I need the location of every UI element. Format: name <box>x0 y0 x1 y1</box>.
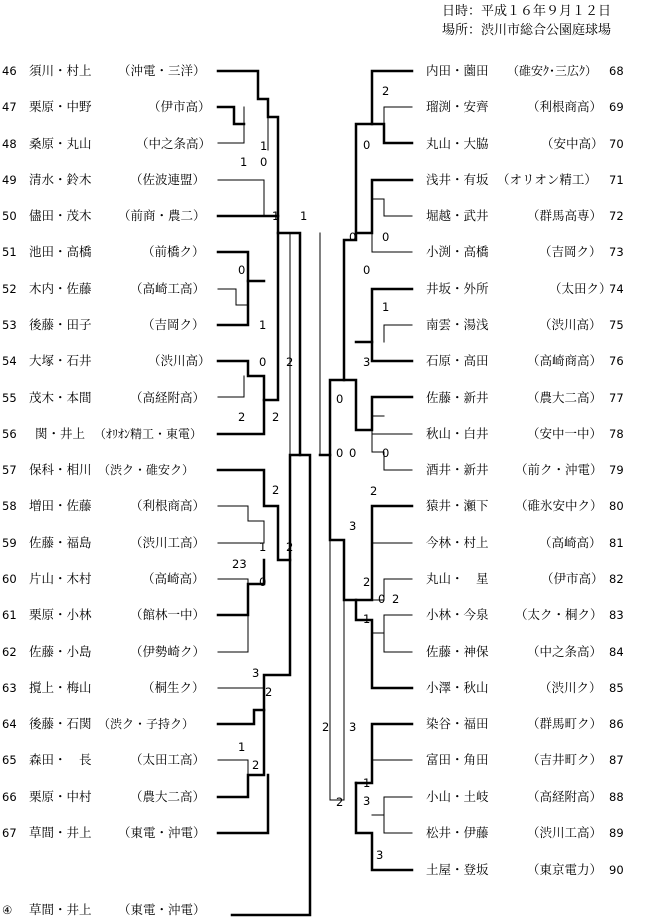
score-label: 2 <box>238 410 246 424</box>
score-label: 2 <box>382 84 390 98</box>
entry-club: （安中高） <box>541 136 604 151</box>
score-label: 3 <box>363 794 371 808</box>
score-label: 0 <box>349 446 357 460</box>
entry-number: 64 <box>2 717 17 731</box>
entry-number: 84 <box>609 645 624 659</box>
bracket-loss-path <box>218 289 248 305</box>
bracket-loss-path <box>372 430 412 470</box>
score-label: 1 <box>259 540 267 554</box>
score-label: 2 <box>286 355 294 369</box>
bracket-loss-path <box>384 633 412 652</box>
entry-names: 栗原・中野 <box>29 99 92 114</box>
bracket-loss-path <box>372 760 412 783</box>
entry-names: 茂木・本間 <box>29 390 92 405</box>
entry-names: 小林・今泉 <box>426 607 489 622</box>
entry-names: 後藤・田子 <box>29 317 92 332</box>
score-label: 0 <box>382 446 390 460</box>
entry-number: 60 <box>2 572 17 586</box>
entry-club: （中之条高） <box>527 644 603 659</box>
entry-club: （太ク・桐ク） <box>515 607 603 622</box>
entry-names: 片山・木村 <box>29 571 92 586</box>
entry-club: （前橋ク） <box>142 244 205 259</box>
bracket-loss-path <box>384 107 412 124</box>
entry-club: （渋ク・子持ク） <box>98 717 195 731</box>
entry-number: 77 <box>609 391 624 405</box>
entry-number: 54 <box>2 354 17 368</box>
entry-names: 小澤・秋山 <box>426 680 489 695</box>
entry-number: 70 <box>609 137 624 151</box>
entry-number: 76 <box>609 354 624 368</box>
bracket-win-path <box>218 775 268 833</box>
bracket-loss-path <box>218 760 248 775</box>
entry-number: 50 <box>2 209 17 223</box>
entry-names: 佐藤・福島 <box>29 535 92 550</box>
entry-number: 67 <box>2 826 17 840</box>
entry-club: （前商・農二） <box>118 208 206 223</box>
entry-club: （渋川高） <box>539 317 602 332</box>
score-label: 2 <box>265 685 273 699</box>
entry-names: 浅井・有坂 <box>426 172 489 187</box>
entry-number: 72 <box>609 209 624 223</box>
score-label: 0 <box>363 263 371 277</box>
entry-number: 89 <box>609 826 624 840</box>
entry-club: （太田工高） <box>130 752 206 767</box>
entry-number: 63 <box>2 681 17 695</box>
entry-club: （渋ク・碓安ク） <box>98 463 195 477</box>
score-label: 2 <box>252 758 260 772</box>
bracket-loss-path <box>218 376 244 397</box>
entry-club: （伊市高） <box>148 99 211 114</box>
score-label: 1 <box>238 740 246 754</box>
bracket-loss-path <box>372 233 412 252</box>
entry-names: 森田・ 長 <box>29 752 92 767</box>
entry-club: （前ク・沖電） <box>515 462 603 477</box>
score-label: 1 <box>272 209 280 223</box>
champion-club: （東電・沖電） <box>118 902 206 917</box>
entry-club: （東電・沖電） <box>118 825 206 840</box>
score-label: 3 <box>349 519 357 533</box>
entry-number: 85 <box>609 681 624 695</box>
entry-number: 68 <box>609 64 624 78</box>
entry-club: （渋川ク） <box>539 680 602 695</box>
entry-club: （利根商高） <box>130 498 206 513</box>
entry-names: 瑠渕・安齊 <box>426 99 489 114</box>
entry-number: 46 <box>2 64 17 78</box>
entry-club: （高経附高） <box>130 390 206 405</box>
entry-club: （高崎商高） <box>527 353 603 368</box>
score-label: 3 <box>376 848 384 862</box>
entry-names: 堀越・武井 <box>426 208 489 223</box>
entry-number: 82 <box>609 572 624 586</box>
bracket-loss-path <box>384 815 412 833</box>
entry-number: 88 <box>609 790 624 804</box>
entry-number: 87 <box>609 753 624 767</box>
champion-seed: ④ <box>2 903 13 917</box>
entry-names: 清水・鈴木 <box>29 172 92 187</box>
entry-club: （利根商高） <box>527 99 603 114</box>
score-label: 3 <box>349 720 357 734</box>
score-label: 1 <box>363 776 371 790</box>
entry-names: 井坂・外所 <box>426 281 489 296</box>
score-label: 0 <box>382 230 390 244</box>
entry-club: （高崎工高） <box>130 281 206 296</box>
entry-number: 58 <box>2 499 17 513</box>
entry-club: （農大二高） <box>130 789 206 804</box>
score-label: 0 <box>259 355 267 369</box>
bracket-win-path <box>344 380 412 430</box>
score-label: 0 <box>349 230 357 244</box>
entry-number: 74 <box>609 282 624 296</box>
score-label: 2 <box>286 540 294 554</box>
entry-club: （吉岡ク） <box>142 317 205 332</box>
entry-number: 49 <box>2 173 17 187</box>
entry-club: （渋川高） <box>148 353 211 368</box>
entry-club: （吉岡ク） <box>539 244 602 259</box>
entry-names: 小渕・高橋 <box>426 244 489 259</box>
entry-names: 佐藤・神保 <box>426 644 489 659</box>
entry-number: 86 <box>609 717 624 731</box>
entry-names: 佐藤・新井 <box>426 390 489 405</box>
champion-names: 草間・井上 <box>29 902 92 917</box>
entry-names: 染谷・福田 <box>426 716 489 731</box>
entry-number: 73 <box>609 245 624 259</box>
entry-club: （高崎高） <box>539 535 602 550</box>
bracket-win-path <box>218 107 244 124</box>
bracket-loss-path <box>218 579 248 584</box>
entry-names: 今林・村上 <box>426 535 489 550</box>
entry-number: 47 <box>2 100 17 114</box>
score-label: 0 <box>378 592 386 606</box>
entry-names: 関・井上 <box>35 426 86 441</box>
entry-number: 48 <box>2 137 17 151</box>
entry-names: 石原・高田 <box>426 353 489 368</box>
entry-names: 酒井・新井 <box>426 462 489 477</box>
entry-names: 佐藤・小島 <box>29 644 92 659</box>
tournament-date: 日時：平成１６年９月１２日 <box>442 4 612 19</box>
entry-number: 59 <box>2 536 17 550</box>
entry-names: 大塚・石井 <box>29 353 92 368</box>
score-label: 2 <box>370 484 378 498</box>
score-label: 1 <box>240 155 248 169</box>
entry-club: （東京電力） <box>527 862 603 877</box>
score-label: 2 <box>322 720 330 734</box>
bracket-loss-path <box>372 525 412 543</box>
entry-number: 57 <box>2 463 17 477</box>
entry-club: （太田ク） <box>549 281 612 296</box>
score-label: 2 <box>272 410 280 424</box>
entry-club: （吉井町ク） <box>527 752 603 767</box>
entry-number: 79 <box>609 463 624 477</box>
score-label: 23 <box>232 557 247 571</box>
entry-names: 保科・相川 <box>29 462 92 477</box>
entry-club: （中之条高） <box>136 136 212 151</box>
entry-club: （ｵﾘｵﾝ精工・東電） <box>94 427 203 441</box>
entry-club: （オリオン精工） <box>497 172 597 187</box>
entry-club: （高経附高） <box>527 789 603 804</box>
score-label: 0 <box>336 446 344 460</box>
entry-names: 栗原・中村 <box>29 789 92 804</box>
entry-names: 増田・佐藤 <box>29 498 92 513</box>
bracket-win-path <box>330 455 412 600</box>
entry-number: 55 <box>2 391 17 405</box>
bracket-loss-path <box>218 521 264 543</box>
entry-club: （群馬町ク） <box>527 716 603 731</box>
entry-names: 撹上・梅山 <box>29 680 92 695</box>
entry-number: 61 <box>2 608 17 622</box>
entry-names: 儘田・茂木 <box>29 208 92 223</box>
score-label: 2 <box>272 483 280 497</box>
bracket-win-path <box>372 124 412 143</box>
entry-names: 内田・薗田 <box>426 63 489 78</box>
score-label: 2 <box>363 575 371 589</box>
entry-club: （沖電・三洋） <box>118 63 206 78</box>
score-label: 0 <box>259 575 267 589</box>
bracket-loss-path <box>372 199 412 216</box>
entry-names: 猿井・瀬下 <box>426 498 489 513</box>
bracket-loss-path <box>384 325 412 342</box>
bracket-loss-path <box>218 180 264 216</box>
entry-number: 62 <box>2 645 17 659</box>
bracket-loss-path <box>218 506 264 521</box>
score-label: 1 <box>363 612 371 626</box>
entry-number: 80 <box>609 499 624 513</box>
entry-number: 69 <box>609 100 624 114</box>
entry-names: 丸山・ 星 <box>426 571 489 586</box>
entry-names: 富田・角田 <box>426 752 489 767</box>
entry-club: （群馬高専） <box>527 208 603 223</box>
bracket-loss-path <box>372 797 412 815</box>
entry-club: （伊市高） <box>541 571 604 586</box>
bracket-win-path <box>356 724 412 783</box>
entry-number: 90 <box>609 863 624 877</box>
score-label: 0 <box>336 392 344 406</box>
entry-names: 草間・井上 <box>29 825 92 840</box>
entry-number: 65 <box>2 753 17 767</box>
bracket-loss-path <box>372 615 412 633</box>
entry-number: 71 <box>609 173 624 187</box>
score-label: 1 <box>259 318 267 332</box>
entry-names: 丸山・大脇 <box>426 136 489 151</box>
entry-club: （桐生ク） <box>142 680 205 695</box>
entry-names: 南雲・湯浅 <box>426 317 489 332</box>
entry-club: （高崎高） <box>142 571 205 586</box>
entry-club: （館林一中） <box>130 607 206 622</box>
score-label: 3 <box>252 666 260 680</box>
score-label: 2 <box>392 592 400 606</box>
entry-names: 小山・土岐 <box>426 789 489 804</box>
score-label: 0 <box>238 263 246 277</box>
entry-number: 75 <box>609 318 624 332</box>
entry-names: 後藤・石関 <box>29 716 92 731</box>
entry-club: （安中一中） <box>527 426 603 441</box>
entry-number: 66 <box>2 790 17 804</box>
entry-number: 52 <box>2 282 17 296</box>
entry-club: （渋川工高） <box>527 825 603 840</box>
entry-number: 78 <box>609 427 624 441</box>
entry-names: 土屋・登坂 <box>426 862 489 877</box>
entry-names: 松井・伊藤 <box>426 825 489 840</box>
score-label: 3 <box>363 355 371 369</box>
entry-names: 桑原・丸山 <box>29 136 92 151</box>
entry-club: （農大二高） <box>527 390 603 405</box>
entry-names: 木内・佐藤 <box>29 281 92 296</box>
entry-number: 56 <box>2 427 17 441</box>
entry-club: （佐波連盟） <box>130 172 206 187</box>
score-label: 0 <box>363 138 371 152</box>
score-label: 1 <box>260 139 268 153</box>
tournament-venue: 場所：渋川市総合公園庭球場 <box>442 23 612 38</box>
score-label: 0 <box>260 155 268 169</box>
entry-club: （渋川工高） <box>130 535 206 550</box>
score-label: 2 <box>336 795 344 809</box>
entry-number: 83 <box>609 608 624 622</box>
score-label: 1 <box>382 300 390 314</box>
entry-names: 池田・高橋 <box>29 244 92 259</box>
entry-number: 51 <box>2 245 17 259</box>
entry-club: （伊勢崎ク） <box>130 644 206 659</box>
entry-number: 53 <box>2 318 17 332</box>
bracket-win-path <box>218 281 248 325</box>
entry-club: （碓氷安中ク） <box>515 498 603 513</box>
entry-names: 栗原・小林 <box>29 607 92 622</box>
bracket-loss-path <box>372 416 412 434</box>
bracket-loss-path <box>218 615 248 652</box>
bracket-win-path <box>372 342 412 361</box>
score-label: 1 <box>300 209 308 223</box>
entry-club: （碓安ｸ･三広ｸ） <box>507 64 598 78</box>
entry-names: 秋山・白井 <box>426 426 489 441</box>
bracket-loss-path <box>330 540 344 800</box>
entry-number: 81 <box>609 536 624 550</box>
entry-names: 須川・村上 <box>29 63 92 78</box>
